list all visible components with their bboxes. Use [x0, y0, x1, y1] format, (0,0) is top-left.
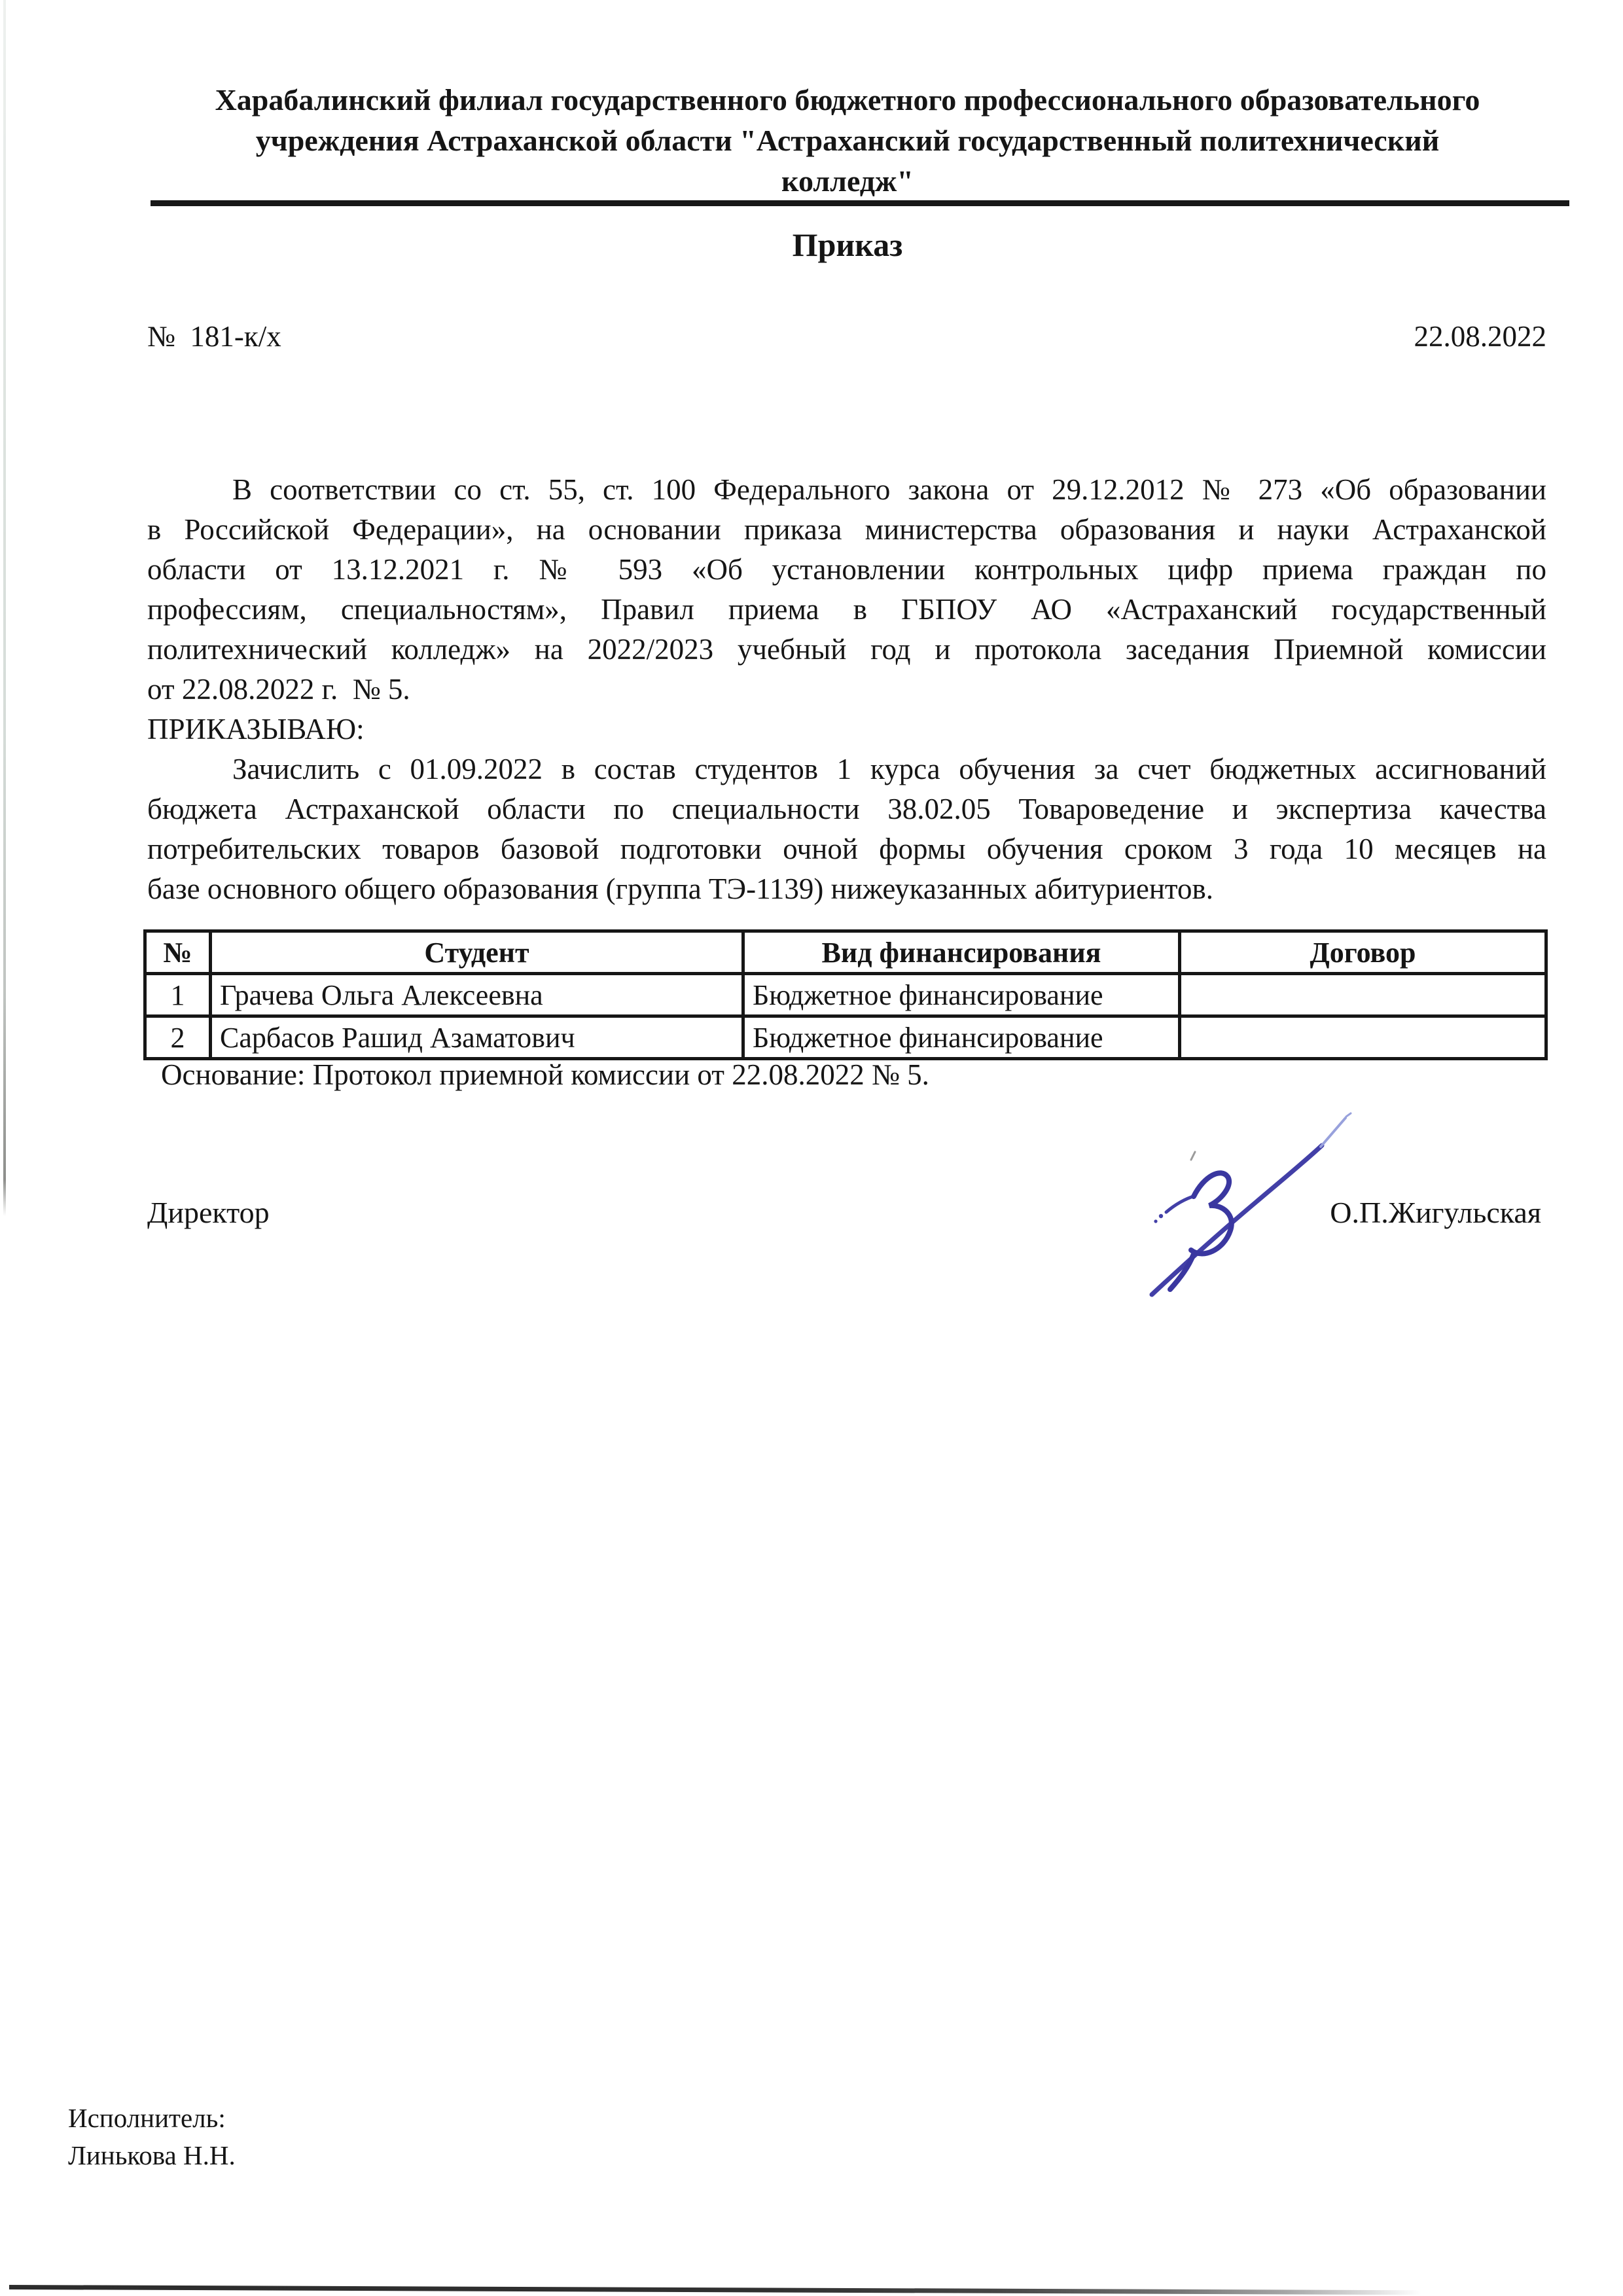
- organization-name-line: колледж": [781, 164, 914, 198]
- table-header-row: [145, 931, 1546, 974]
- header-cell-student: Студент: [211, 931, 743, 974]
- scan-left-edge-artifact: [3, 0, 6, 1216]
- signer-role: Директор: [147, 1196, 270, 1229]
- preamble-line: области от 13.12.2021 г. № 593 «Об установлении контрольных цифр приема граждан по: [147, 553, 1546, 586]
- order-meta-row: [147, 317, 1546, 357]
- cell-num: 2: [145, 1016, 211, 1059]
- order-date: 22.08.2022: [1414, 320, 1546, 353]
- table-row: [145, 974, 1546, 1016]
- preamble-line: политехнический колледж» на 2022/2023 учебный год и протокола заседания Приемной комиссии: [147, 633, 1546, 666]
- order-number: № 181-к/х: [147, 320, 281, 353]
- students-table: [143, 929, 1548, 1060]
- cell-num: 1: [145, 974, 211, 1016]
- basis-line: Основание: Протокол приемной комиссии от 22.08.2022 № 5.: [161, 1058, 929, 1091]
- cell-financing: Бюджетное финансирование: [743, 1016, 1180, 1059]
- enrollment-line: потребительских товаров базовой подготовки очной формы обучения сроком 3 года 10 месяцев на: [147, 833, 1546, 865]
- organization-name: [147, 80, 1548, 202]
- organization-name-line: учреждения Астраханской области "Астраханский государственный политехнический: [255, 124, 1440, 157]
- executor-block: [68, 2100, 236, 2174]
- order-body: [147, 470, 1546, 909]
- handwritten-signature: [1126, 1100, 1355, 1316]
- cell-student: Сарбасов Рашид Азаматович: [211, 1016, 743, 1059]
- cell-financing: Бюджетное финансирование: [743, 974, 1180, 1016]
- signer-name: О.П.Жигульская: [1330, 1196, 1541, 1229]
- decree-word: ПРИКАЗЫВАЮ:: [147, 713, 365, 745]
- header-cell-contract: Договор: [1180, 931, 1546, 974]
- header-divider-rule: [151, 200, 1569, 206]
- table-row: [145, 1016, 1546, 1059]
- cell-contract: [1180, 974, 1546, 1016]
- cell-student: Грачева Ольга Алексеевна: [211, 974, 743, 1016]
- enrollment-line: бюджета Астраханской области по специальности 38.02.05 Товароведение и экспертиза качества: [147, 793, 1546, 825]
- preamble-line: в Российской Федерации», на основании приказа министерства образования и науки Астраханской: [147, 513, 1546, 546]
- executor-name: Линькова Н.Н.: [68, 2140, 236, 2170]
- organization-name-line: Харабалинский филиал государственного бюджетного профессионального образовательного: [215, 83, 1480, 117]
- scan-bottom-edge-artifact: [9, 2285, 1527, 2295]
- preamble-line: В соответствии со ст. 55, ст. 100 Федерального закона от 29.12.2012 № 273 «Об образовании: [232, 473, 1546, 506]
- header-cell-num: №: [145, 931, 211, 974]
- enrollment-paragraph: [147, 749, 1546, 909]
- executor-label: Исполнитель:: [68, 2103, 226, 2133]
- header-cell-financing: Вид финансирования: [743, 931, 1180, 974]
- students-table-header: [145, 931, 1546, 974]
- cell-contract: [1180, 1016, 1546, 1059]
- students-table-body: [145, 974, 1546, 1059]
- preamble-paragraph: [147, 470, 1546, 709]
- enrollment-line: Зачислить с 01.09.2022 в состав студентов 1 курса обучения за счет бюджетных ассигнований: [232, 753, 1546, 785]
- preamble-line: профессиям, специальностям», Правил приема в ГБПОУ АО «Астраханский государственный: [147, 593, 1546, 626]
- document-title: Приказ: [792, 226, 903, 263]
- preamble-line: от 22.08.2022 г. № 5.: [147, 673, 410, 706]
- enrollment-line: базе основного общего образования (группа ТЭ-1139) нижеуказанных абитуриентов.: [147, 872, 1213, 905]
